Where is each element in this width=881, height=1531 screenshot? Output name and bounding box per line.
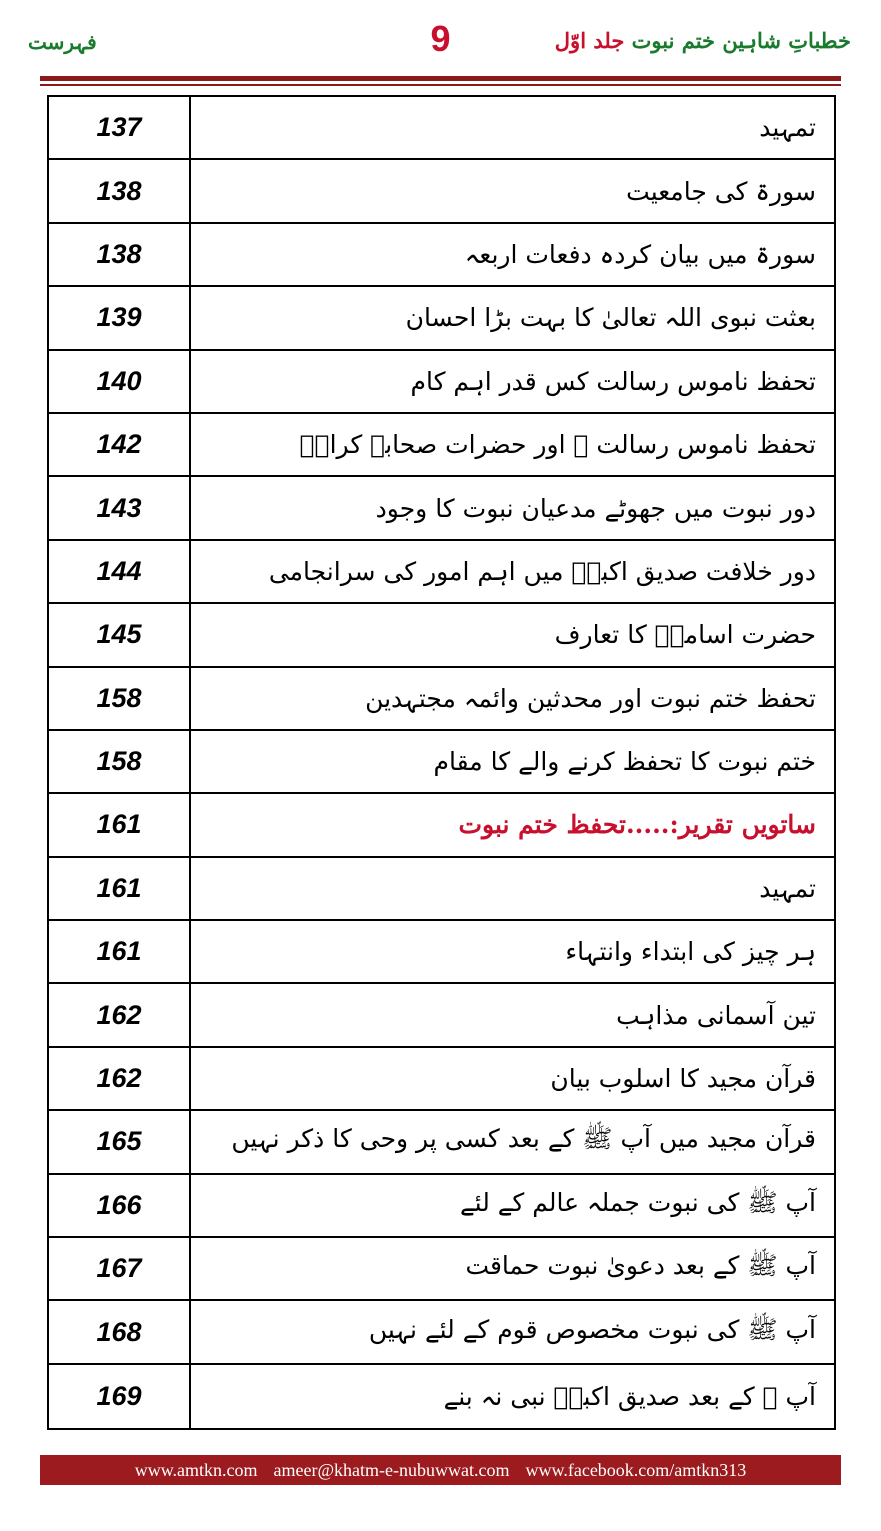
toc-page-number: 168 [49, 1301, 191, 1362]
toc-row[interactable] [49, 224, 834, 287]
toc-entry-title: بعثت نبوی اللہ تعالیٰ کا بہت بڑا احسان [405, 303, 816, 333]
toc-row[interactable] [49, 414, 834, 477]
toc-page-number: 162 [49, 984, 191, 1045]
page-header [0, 0, 881, 80]
toc-row[interactable] [49, 984, 834, 1047]
toc-row[interactable] [49, 731, 834, 794]
toc-page-number: 169 [49, 1365, 191, 1428]
toc-page-number: 140 [49, 351, 191, 412]
toc-entry-title: قرآن مجید کا اسلوب بیان [550, 1064, 816, 1094]
toc-row[interactable] [49, 97, 834, 160]
toc-row[interactable] [49, 1175, 834, 1238]
toc-row[interactable] [49, 794, 834, 857]
toc-page-number: 142 [49, 414, 191, 475]
toc-page-number: 167 [49, 1238, 191, 1299]
toc-entry-title: تحفظ ناموس رسالت ﷺ اور حضرات صحابہ کرامؓ [299, 430, 816, 460]
toc-page-number: 158 [49, 731, 191, 792]
toc-row[interactable] [49, 287, 834, 350]
toc-row[interactable] [49, 1048, 834, 1111]
toc-page-number: 161 [49, 794, 191, 855]
toc-entry-title: سورۃ کی جامعیت [626, 176, 816, 206]
toc-entry-title: آپ ﷺ کے بعد دعویٰ نبوت حماقت [465, 1251, 816, 1281]
toc-entry-title: تحفظ ناموس رسالت کس قدر اہم کام [410, 366, 816, 396]
page-footer [40, 1455, 841, 1485]
toc-entry-title: تمہید [759, 873, 816, 903]
header-divider-thin [40, 84, 841, 86]
footer-facebook[interactable]: www.facebook.com/amtkn313 [525, 1459, 747, 1480]
footer-email[interactable]: ameer@khatm-e-nubuwwat.com [273, 1459, 510, 1480]
toc-page-number: 137 [49, 97, 191, 158]
toc-page-number: 158 [49, 668, 191, 729]
toc-row[interactable] [49, 668, 834, 731]
toc-entry-title: قرآن مجید میں آپ ﷺ کے بعد کسی پر وحی کا ذکر نہیں [231, 1124, 816, 1154]
toc-page-number: 138 [49, 224, 191, 285]
toc-row[interactable] [49, 351, 834, 414]
toc-row[interactable] [49, 1365, 834, 1428]
book-title [555, 28, 851, 53]
toc-entry-title: سورۃ میں بیان کردہ دفعات اربعہ [464, 239, 816, 269]
toc-row[interactable] [49, 921, 834, 984]
header-divider-thick [40, 76, 841, 81]
toc-entry-title: ساتویں تقریر:.....تحفظ ختم نبوت [458, 810, 816, 840]
toc-entry-title: آپ ﷺ کے بعد صدیق اکبرؓ نبی نہ بنے [443, 1382, 816, 1411]
toc-page-number: 139 [49, 287, 191, 348]
toc-row[interactable] [49, 477, 834, 540]
toc-page-number: 145 [49, 604, 191, 665]
toc-entry-title: ختم نبوت کا تحفظ کرنے والے کا مقام [433, 747, 816, 777]
toc-row[interactable] [49, 1301, 834, 1364]
contents-label: فہرست [28, 30, 97, 54]
toc-row[interactable] [49, 1238, 834, 1301]
book-volume: جلد اوّل [554, 28, 625, 53]
book-title-main: خطباتِ شاہین ختم نبوت [631, 28, 851, 53]
toc-page-number: 161 [49, 921, 191, 982]
toc-page-number: 138 [49, 160, 191, 221]
toc-row[interactable] [49, 604, 834, 667]
toc-entry-title: تحفظ ختم نبوت اور محدثین وائمہ مجتہدین [365, 683, 816, 713]
toc-page-number: 166 [49, 1175, 191, 1236]
toc-row[interactable] [49, 1111, 834, 1174]
table-of-contents [47, 95, 836, 1430]
toc-entry-title: دور خلافت صدیق اکبرؓ میں اہم امور کی سرانجامی [268, 556, 816, 586]
toc-row[interactable] [49, 160, 834, 223]
toc-entry-title: آپ ﷺ کی نبوت جملہ عالم کے لئے [460, 1187, 816, 1217]
toc-entry-title: تمہید [759, 113, 816, 143]
footer-website[interactable]: www.amtkn.com [134, 1459, 258, 1480]
toc-page-number: 162 [49, 1048, 191, 1109]
toc-entry-title: ہر چیز کی ابتداء وانتہاء [565, 937, 816, 967]
toc-row[interactable] [49, 858, 834, 921]
toc-entry-title: دور نبوت میں جھوٹے مدعیان نبوت کا وجود [375, 493, 816, 523]
toc-entry-title: تین آسمانی مذاہب [616, 1000, 816, 1030]
toc-entry-title: آپ ﷺ کی نبوت مخصوص قوم کے لئے نہیں [368, 1314, 816, 1344]
page-number: 9 [430, 18, 451, 59]
toc-page-number: 143 [49, 477, 191, 538]
toc-entry-title: حضرت اسامہؓ کا تعارف [554, 620, 816, 650]
toc-page-number: 165 [49, 1111, 191, 1172]
toc-row[interactable] [49, 541, 834, 604]
toc-page-number: 161 [49, 858, 191, 919]
toc-page-number: 144 [49, 541, 191, 602]
